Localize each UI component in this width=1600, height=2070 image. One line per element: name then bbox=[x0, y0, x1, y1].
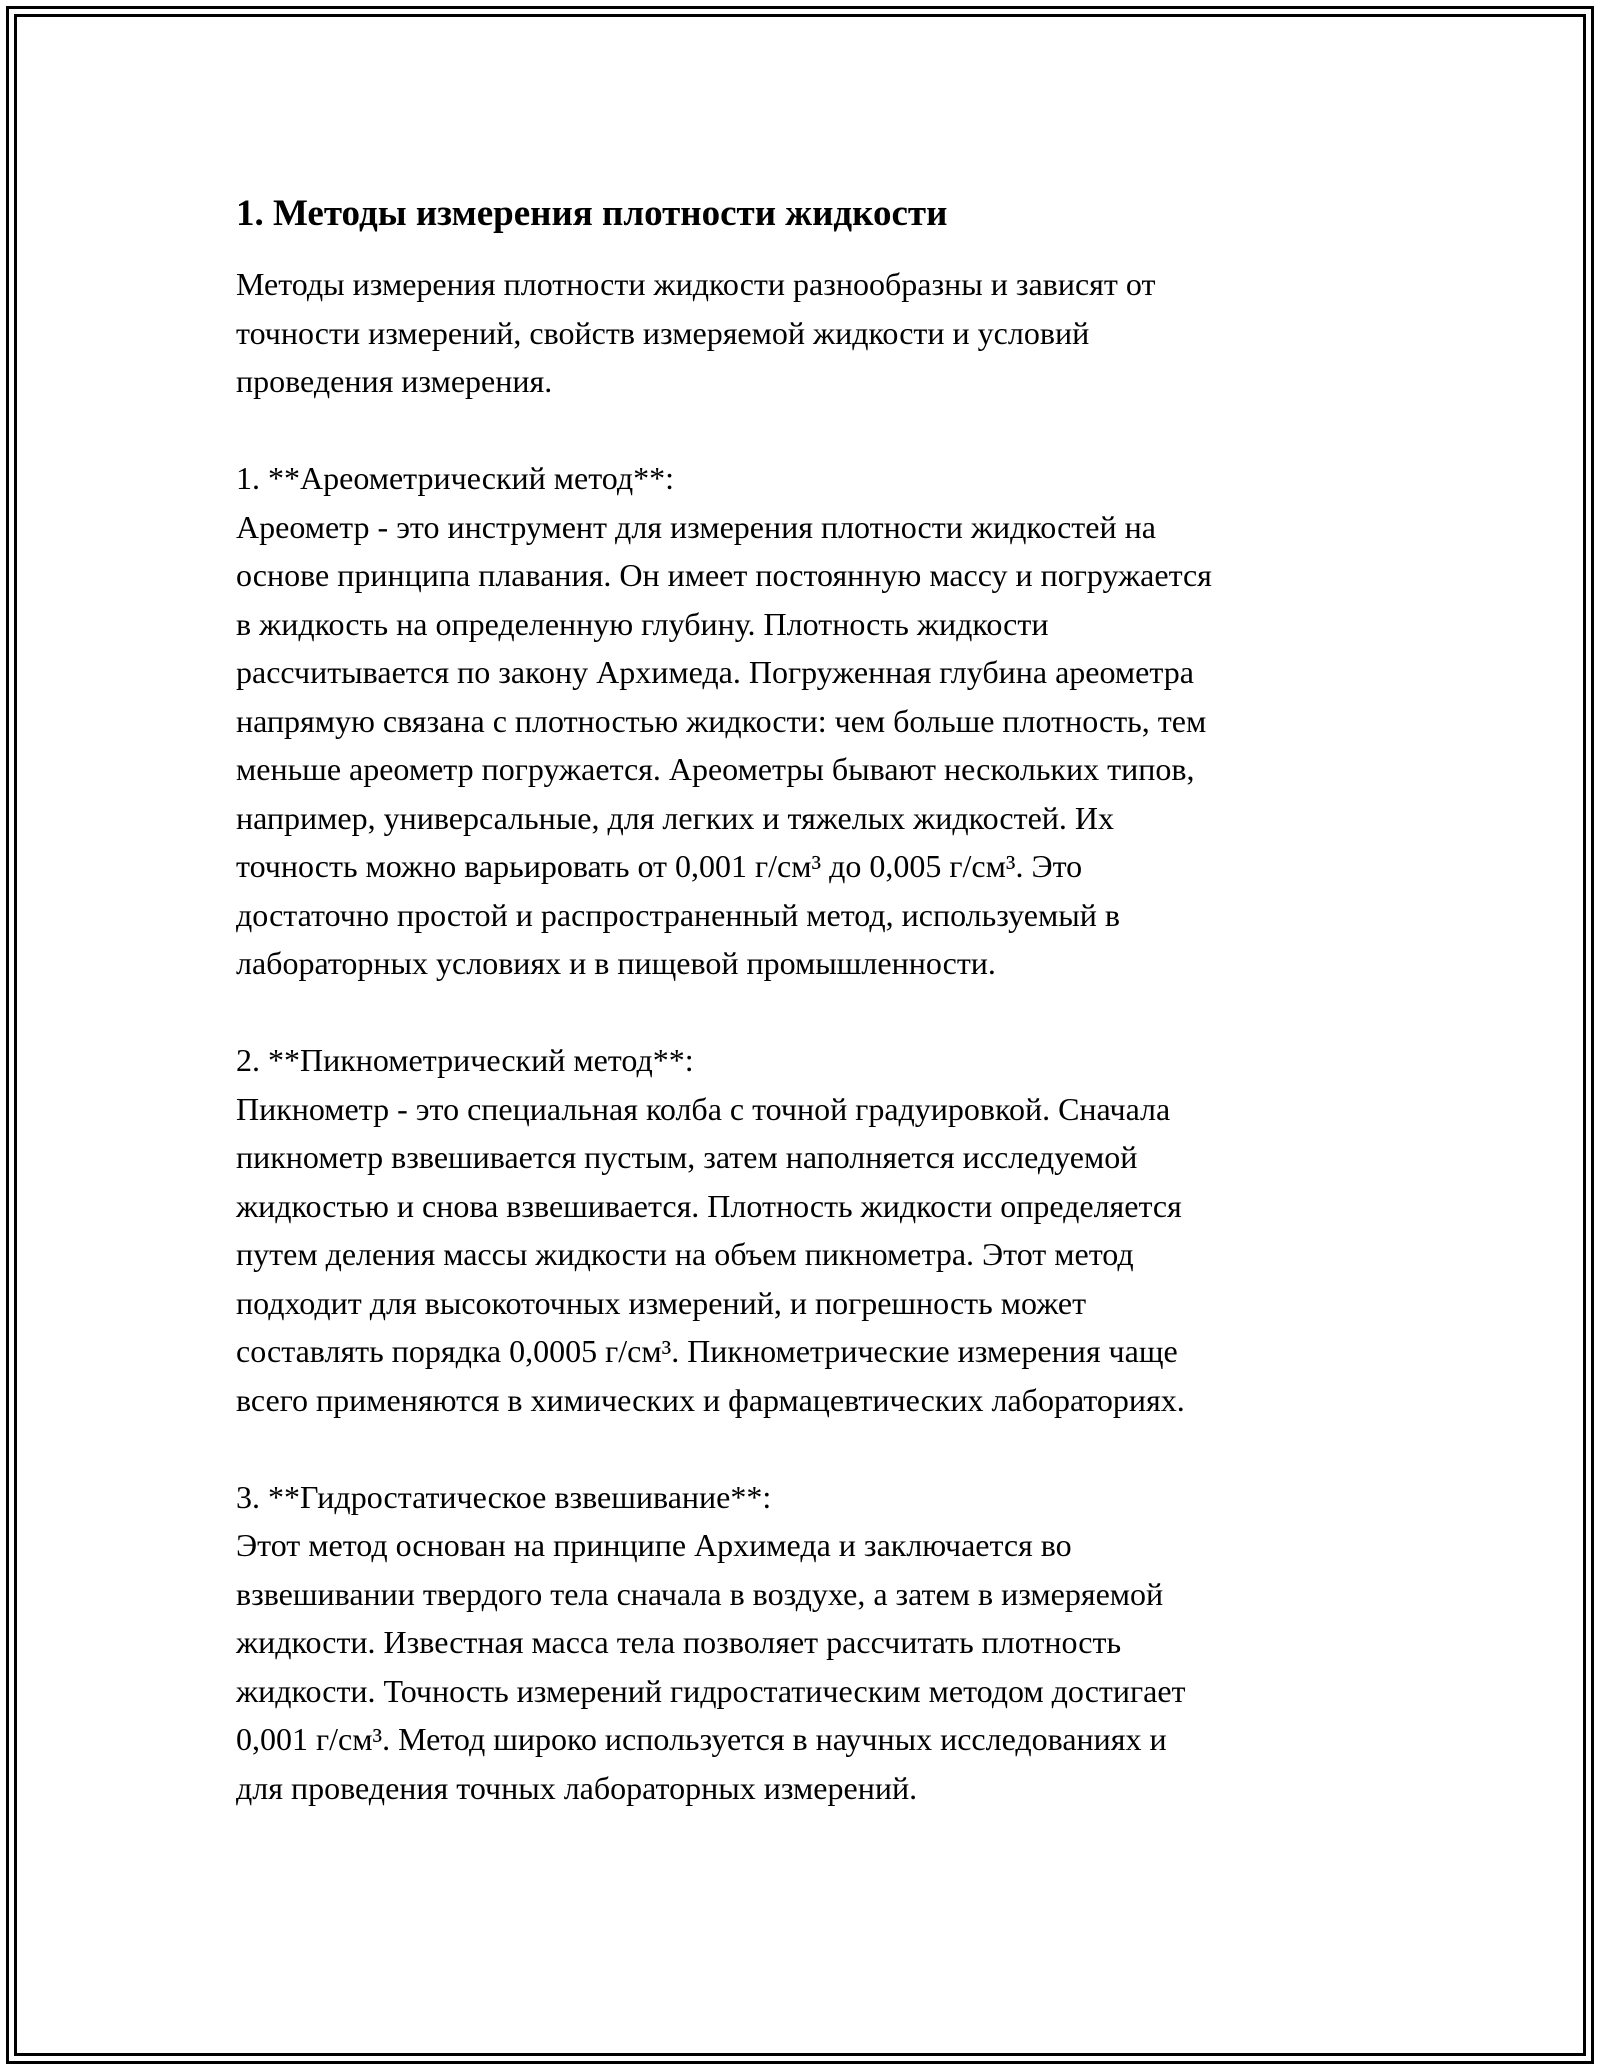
section-text bbox=[236, 454, 1386, 988]
section-hydrostatic-weighing bbox=[236, 1473, 1386, 1813]
section-body: Этот метод основан на принципе Архимеда и заключается во взвешивании твердого тела сначала в воздухе, а затем в измеряемой жидкости. Известная масса тела позволяет рассчитать плотность жидкости. Точность измерений гидростатическим методом достигает 0,001 г/см³. Метод широко используется в научных исследованиях и для проведения точных лабораторных измерений. bbox=[236, 1527, 1186, 1806]
section-body: Пикнометр - это специальная колба с точной градуировкой. Сначала пикнометр взвешивается пустым, затем наполняется исследуемой жидкостью и снова взвешивается. Плотность жидкости определяется путем деления массы жидкости на объем пикнометра. Этот метод подходит для высокоточных измерений, и погрешность может составлять порядка 0,0005 г/см³. Пикнометрические измерения чаще всего применяются в химических и фармацевтических лабораториях. bbox=[236, 1090, 1185, 1418]
section-heading: 2. **Пикнометрический метод**: bbox=[236, 1042, 694, 1078]
document-body bbox=[236, 188, 1386, 1812]
intro-paragraph: Методы измерения плотности жидкости разнообразны и зависят от точности измерений, свойств измеряемой жидкости и условий проведения измерения. bbox=[236, 266, 1156, 399]
section-areometric-method bbox=[236, 454, 1386, 988]
document-title: 1. Методы измерения плотности жидкости bbox=[236, 193, 948, 234]
section-pycnometric-method bbox=[236, 1036, 1386, 1424]
section-heading: 3. **Гидростатическое взвешивание**: bbox=[236, 1478, 772, 1515]
section-text bbox=[236, 1036, 1386, 1424]
section-text bbox=[236, 1473, 1386, 1813]
section-heading: 1. **Ареометрический метод**: bbox=[236, 460, 675, 496]
section-body: Ареометр - это инструмент для измерения плотности жидкостей на основе принципа плавания. Он имеет постоянную массу и погружается в жидкость на определенную глубину. Плотность жидкости рассчитывается по закону Архимеда. Погруженная глубина ареометра напрямую связана с плотностью жидкости: чем больше плотность, тем меньше ареометр погружается. Ареометры бывают нескольких типов, например, универсальные, для легких и тяжелых жидкостей. Их точность можно варьировать от 0,001 г/см³ до 0,005 г/см³. Это достаточно простой и распространенный метод, используемый в лабораторных условиях и в пищевой промышленности. bbox=[236, 508, 1212, 981]
